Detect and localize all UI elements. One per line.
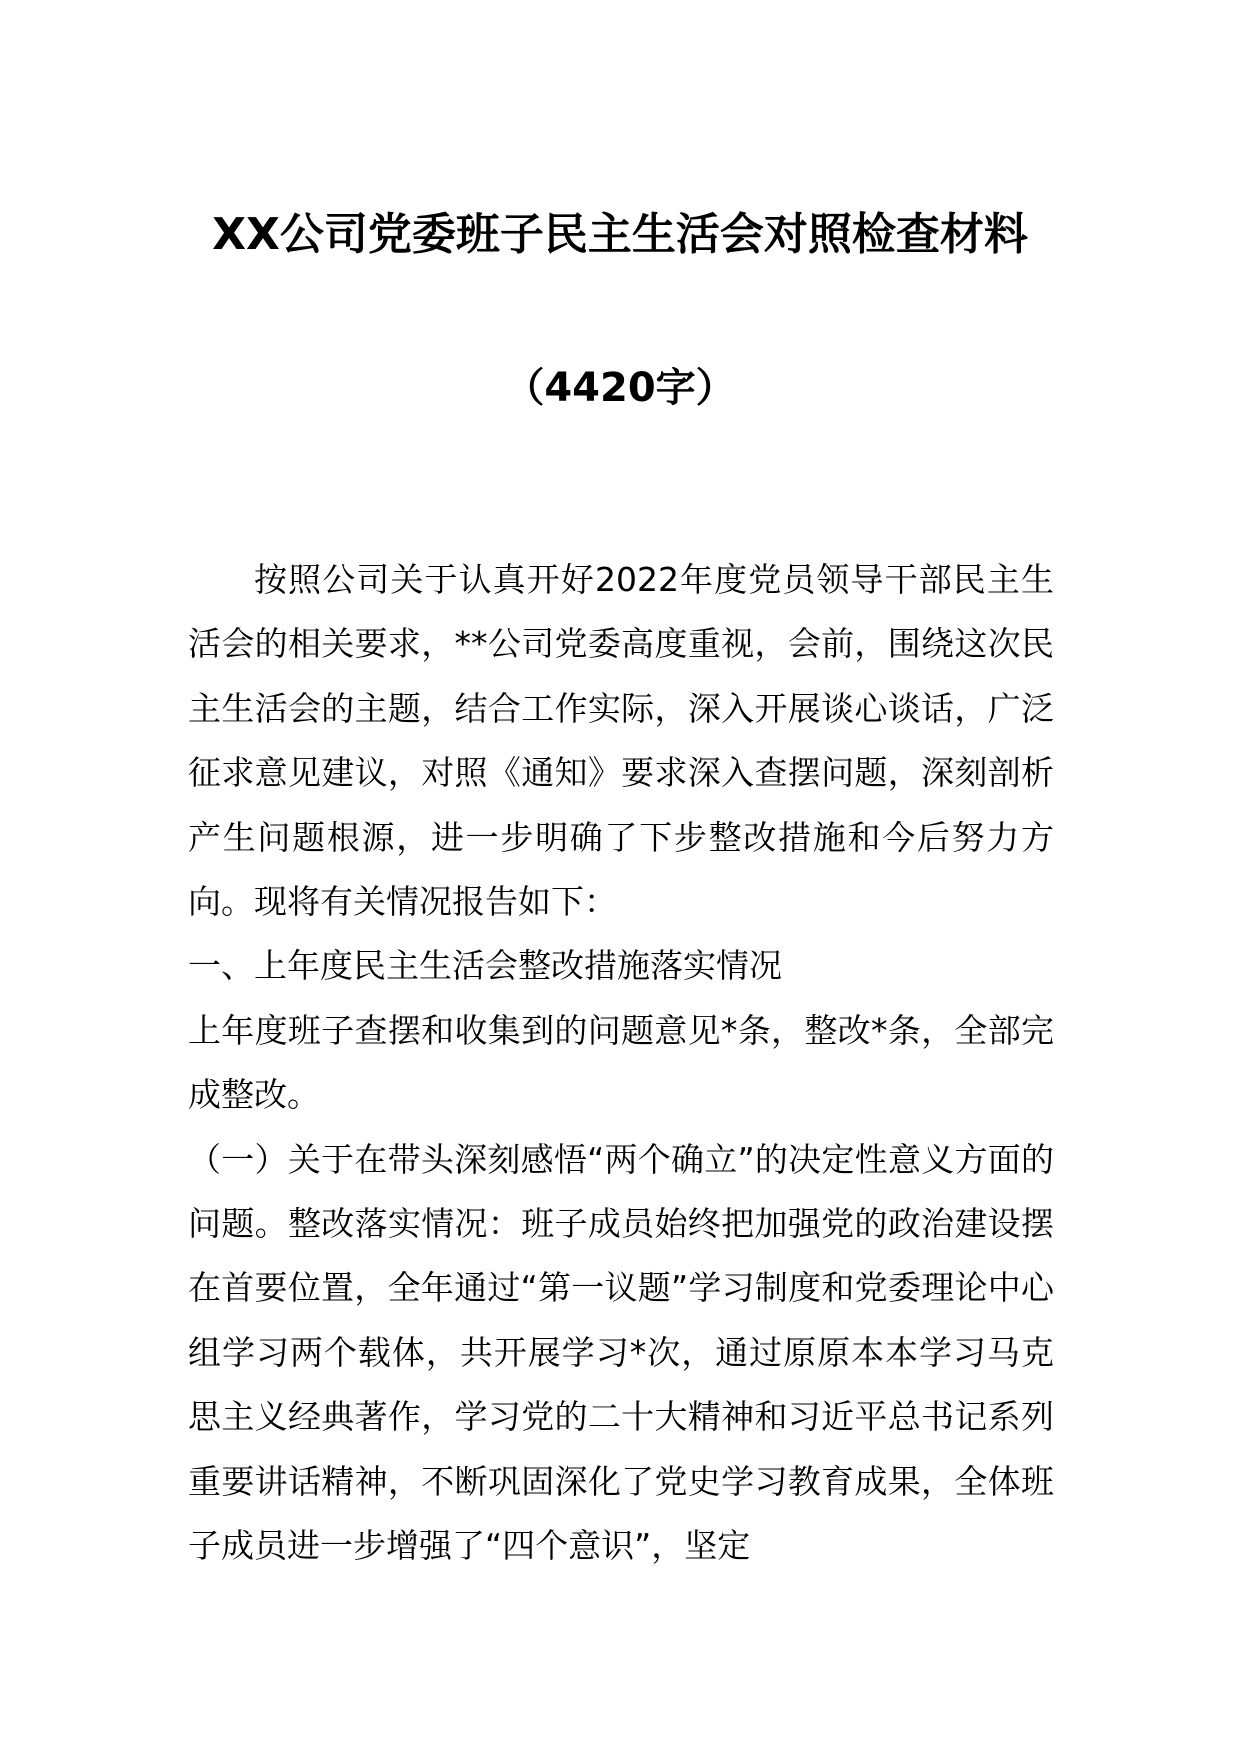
paragraph-intro: 按照公司关于认真开好2022年度党员领导干部民主生活会的相关要求，**公司党委高度重视，会前，围绕这次民主生活会的主题，结合工作实际，深入开展谈心谈话，广泛征求意见建议，对照《通知》要求深入查摆问题，深刻剖析产生问题根源，进一步明确了下步整改措施和今后努力方向。现将有关情况报告如下： [188, 560, 1054, 922]
document-body [188, 548, 1054, 1579]
paragraph-item-1: （一）关于在带头深刻感悟“两个确立”的决定性意义方面的问题。整改落实情况：班子成员始终把加强党的政治建设摆在首要位置，全年通过“第一议题”学习制度和党委理论中心组学习两个载体，共开展学习*次，通过原原本本学习马克思主义经典著作，学习党的二十大精神和习近平总书记系列重要讲话精神，不断巩固深化了党史学习教育成果，全体班子成员进一步增强了“四个意识”，坚定 [188, 1139, 1054, 1566]
paragraph-summary: 上年度班子查摆和收集到的问题意见*条，整改*条，全部完成整改。 [188, 1010, 1054, 1115]
section-heading: 一、上年度民主生活会整改措施落实情况 [188, 946, 782, 986]
document-title: XX公司党委班子民主生活会对照检查材料 [212, 209, 1028, 260]
document-subtitle: （4420字） [504, 365, 736, 411]
